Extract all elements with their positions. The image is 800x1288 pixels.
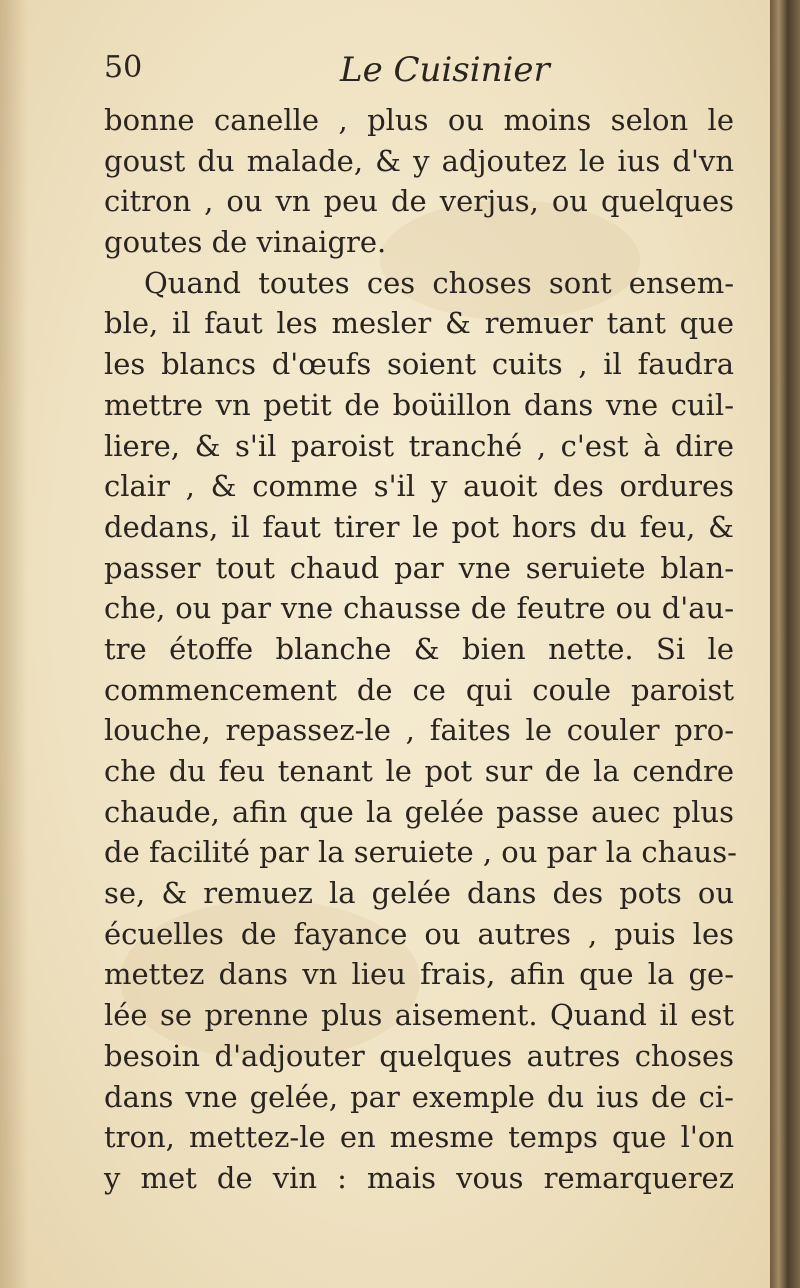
text-line: écuelles de fayance ou autres , puis les xyxy=(104,916,734,951)
text-line: louche, repassez-le , faites le couler pro- xyxy=(104,713,734,748)
text-line: goutes de vinaigre. xyxy=(104,225,387,260)
text-line: liere, & s'il paroist tranché , c'est à dire xyxy=(104,428,734,463)
text-line: che, ou par vne chausse de feutre ou d'au- xyxy=(104,591,734,626)
page-number: 50 xyxy=(104,50,143,85)
page-gutter-shadow xyxy=(0,0,28,1288)
text-line: se, & remuez la gelée dans des pots ou xyxy=(104,876,734,911)
text-line: chaude, afin que la gelée passe auec plus xyxy=(104,794,734,829)
text-line: che du feu tenant le pot sur de la cendre xyxy=(104,754,734,788)
text-line: Quand toutes ces choses sont ensem- xyxy=(144,265,734,300)
text-line: les blancs d'œufs soient cuits , il faudra xyxy=(104,347,734,382)
text-line: de facilité par la seruiete , ou par la chaus- xyxy=(104,835,737,870)
text-line: y met de vin : mais vous remarquerez xyxy=(104,1160,734,1195)
text-line: tre étoffe blanche & bien nette. Si le xyxy=(104,631,734,666)
text-line: citron , ou vn peu de verjus, ou quelques xyxy=(104,184,734,219)
text-line: mettez dans vn lieu frais, afin que la ge- xyxy=(104,957,734,992)
text-line: passer tout chaud par vne seruiete blan- xyxy=(104,550,734,585)
text-line: bonne canelle , plus ou moins selon le xyxy=(104,103,734,137)
text-line: mettre vn petit de boüillon dans vne cuil- xyxy=(104,387,734,422)
text-line: besoin d'adjouter quelques autres choses xyxy=(104,1038,734,1073)
text-line: dans vne gelée, par exemple du ius de ci- xyxy=(104,1079,734,1114)
text-line: ble, il faut les mesler & remuer tant que xyxy=(104,306,734,341)
text-line: dedans, il faut tirer le pot hors du feu, & xyxy=(104,509,734,544)
book-spine-edge xyxy=(770,0,800,1288)
text-line: lée se prenne plus aisement. Quand il est xyxy=(104,998,734,1033)
running-title: Le Cuisinier xyxy=(340,50,550,90)
text-line: commencement de ce qui coule paroist xyxy=(104,672,734,707)
text-line: goust du malade, & y adjoutez le ius d'vn xyxy=(104,143,734,178)
body-text xyxy=(104,100,737,1199)
text-line: clair , & comme s'il y auoit des ordures xyxy=(104,469,734,504)
page-header xyxy=(104,50,734,100)
text-line: tron, mettez-le en mesme temps que l'on xyxy=(104,1120,734,1155)
